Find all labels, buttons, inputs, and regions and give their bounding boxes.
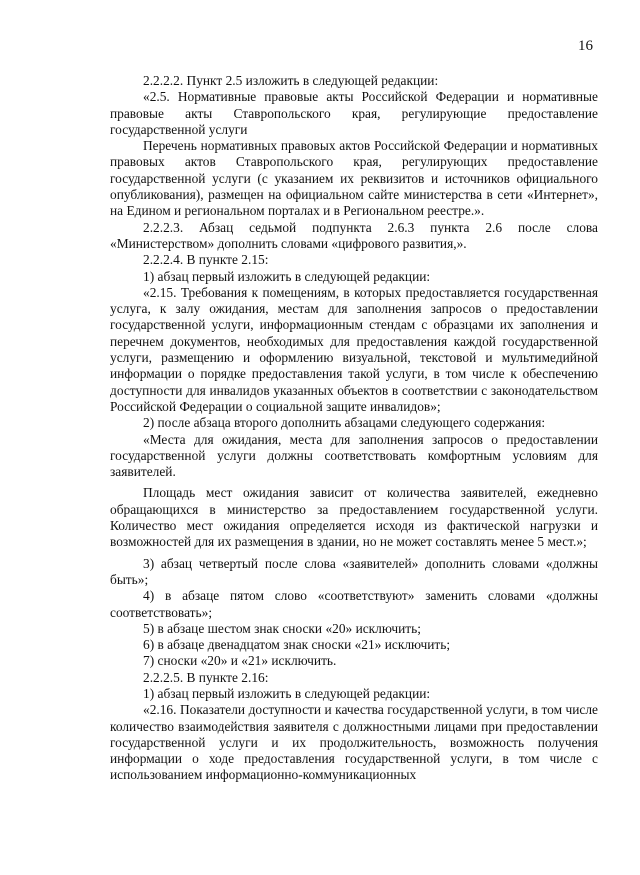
paragraph: 5) в абзаце шестом знак сноски «20» исключить;	[143, 620, 421, 636]
paragraph: 2.2.2.3. Абзац седьмой подпункта 2.6.3 пункта 2.6 после слова «Министерством» дополнить словами «цифрового развития,».	[110, 219, 598, 251]
paragraph: 1) абзац первый изложить в следующей редакции:	[143, 268, 431, 284]
paragraph: Площадь мест ожидания зависит от количества заявителей, ежедневно обращающихся в министерство за предоставлением государственной услуги. Количество мест ожидания определяется исходя из фактической нагрузки и возможностей для их размещения в здании, но не может составлять менее 5 мест.»;	[110, 485, 598, 550]
paragraph: «2.16. Показатели доступности и качества государственной услуги, в том числе количество взаимодействия заявителя с должностными лицами при предоставлении государственной услуги и их продолжительность, возможность получения информации о ходе предоставления государственной услуги, в том числе с использованием информационно-коммуникационных	[110, 702, 598, 783]
paragraph: 2) после абзаца второго дополнить абзацами следующего содержания:	[143, 415, 546, 431]
page-number: 16	[578, 38, 593, 54]
paragraph: 3) абзац четвертый после слова «заявителей» дополнить словами «должны быть»;	[110, 555, 598, 587]
paragraph: «2.5. Нормативные правовые акты Российской Федерации и нормативные правовые акты Ставропольского края, регулирующие предоставление государственной услуги	[110, 89, 598, 137]
document-body	[110, 73, 598, 784]
paragraph: 4) в абзаце пятом слово «соответствуют» заменить словами «должны соответствовать»;	[110, 588, 598, 620]
paragraph: 2.2.2.4. В пункте 2.15:	[143, 252, 269, 268]
paragraph: 2.2.2.2. Пункт 2.5 изложить в следующей редакции:	[143, 73, 439, 88]
paragraph: Перечень нормативных правовых актов Российской Федерации и нормативных правовых актов Ставропольского края, регулирующих предоставление государственной услуги (с указанием их реквизитов и источников официального опубликования), размещен на официальном сайте министерства в сети «Интернет», на Едином и региональном порталах и в Региональном реестре.».	[110, 138, 598, 219]
paragraph: 2.2.2.5. В пункте 2.16:	[143, 669, 269, 685]
paragraph: 1) абзац первый изложить в следующей редакции:	[143, 685, 431, 701]
paragraph: 7) сноски «20» и «21» исключить.	[143, 653, 337, 669]
paragraph: 6) в абзаце двенадцатом знак сноски «21» исключить;	[143, 637, 451, 653]
paragraph: «Места для ожидания, места для заполнения запросов о предоставлении государственной услуги должны соответствовать комфортным условиям для заявителей.	[110, 431, 598, 480]
paragraph: «2.15. Требования к помещениям, в которых предоставляется государственная услуга, к залу ожидания, местам для заполнения запросов о предоставлении государственной услуги, информационным стендам с образцами их заполнения и перечнем документов, необходимых для предоставления каждой государственной услуги, размещению и оформлению визуальной, текстовой и мультимедийной информации о порядке предоставления такой услуги, в том числе к обеспечению доступности для инвалидов указанных объектов в соответствии с законодательством Российской Федерации о социальной защите инвалидов»;	[110, 284, 598, 414]
